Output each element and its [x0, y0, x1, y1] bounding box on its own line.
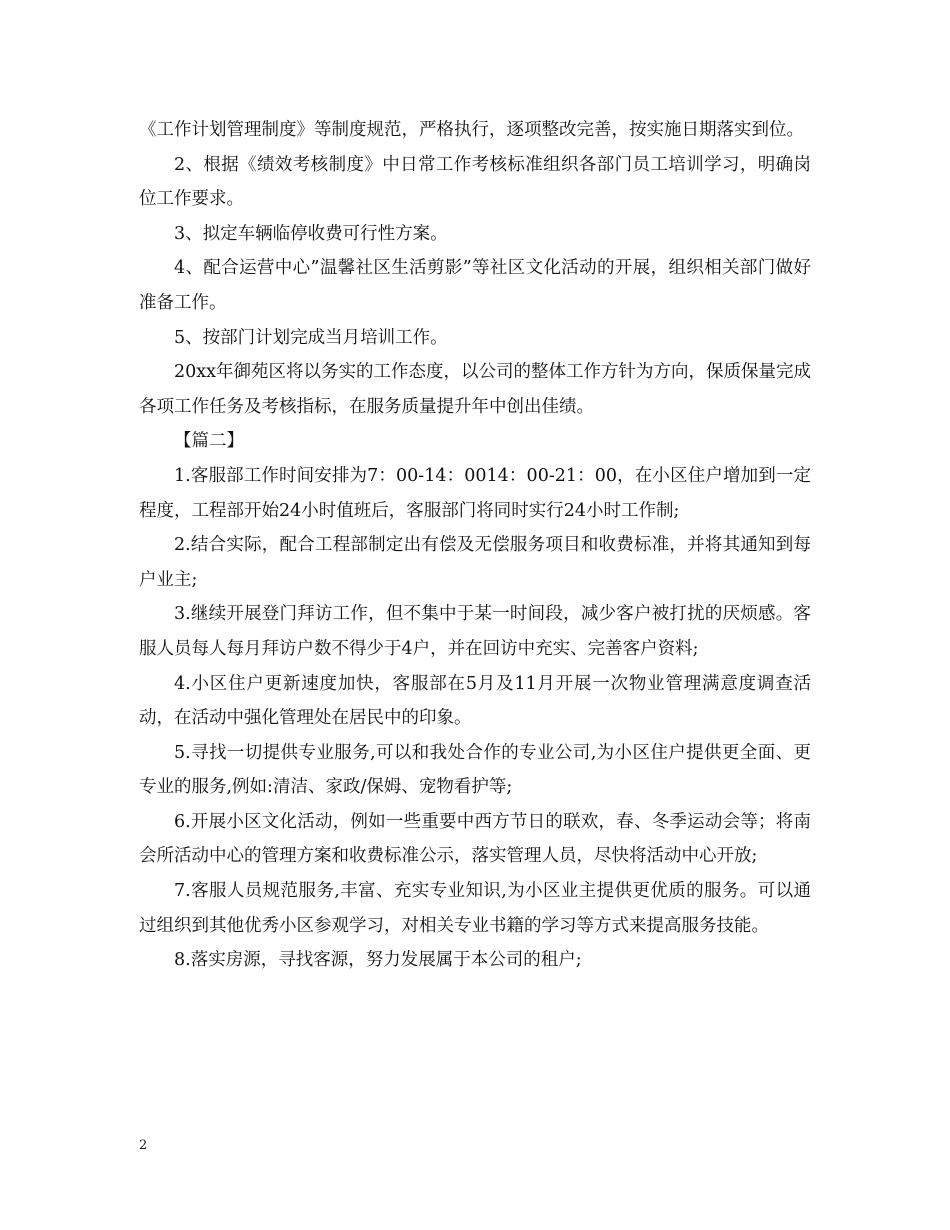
document-body — [139, 113, 811, 978]
paragraph-item-2: 2、根据《绩效考核制度》中日常工作考核标准组织各部门员工培训学习，明确岗位工作要求。 — [139, 154, 811, 210]
paragraph-item-5: 5、按部门计划完成当月培训工作。 — [174, 327, 448, 348]
paragraph-item-4: 4、配合运营中心”温馨社区生活剪影”等社区文化活动的开展，组织相关部门做好准备工作。 — [139, 258, 811, 313]
list-item-7: 7.客服人员规范服务,丰富、充实专业知识,为小区业主提供更优质的服务。可以通过组织到其他优秀小区参观学习，对相关专业书籍的学习等方式来提高服务技能。 — [139, 881, 811, 936]
list-item-5: 5.寻找一切提供专业服务,可以和我处合作的专业公司,为小区住户提供更全面、更专业的服务,例如:清洁、家政/保姆、宠物看护等; — [139, 742, 811, 798]
list-item-1: 1.客服部工作时间安排为7：00-14：0014：00-21：00，在小区住户增加到一定程度，工程部开始24小时值班后，客服部门将同时实行24小时工作制; — [139, 465, 811, 521]
page-number: 2 — [139, 1138, 148, 1153]
paragraph-item-3: 3、拟定车辆临停收费可行性方案。 — [174, 223, 448, 244]
section-heading: 【篇二】 — [174, 431, 244, 452]
paragraph-continued: 《工作计划管理制度》等制度规范，严格执行，逐项整改完善，按实施日期落实到位。 — [139, 120, 804, 140]
paragraph-summary: 20xx年御苑区将以务实的工作态度，以公司的整体工作方针为方向，保质保量完成各项工作任务及考核指标，在服务质量提升年中创出佳绩。 — [139, 362, 812, 417]
list-item-2: 2.结合实际，配合工程部制定出有偿及无偿服务项目和收费标准，并将其通知到每户业主; — [139, 535, 811, 590]
list-item-4: 4.小区住户更新速度加快，客服部在5月及11月开展一次物业管理满意度调查活动，在活动中强化管理处在居民中的印象。 — [139, 673, 811, 729]
list-item-8: 8.落实房源，寻找客源，努力发展属于本公司的租户; — [174, 950, 582, 971]
list-item-6: 6.开展小区文化活动，例如一些重要中西方节日的联欢，春、冬季运动会等；将南会所活动中心的管理方案和收费标准公示，落实管理人员，尽快将活动中心开放; — [139, 811, 811, 867]
list-item-3: 3.继续开展登门拜访工作，但不集中于某一时间段，减少客户被打扰的厌烦感。客服人员每人每月拜访户数不得少于4户，并在回访中充实、完善客户资料; — [139, 604, 811, 659]
